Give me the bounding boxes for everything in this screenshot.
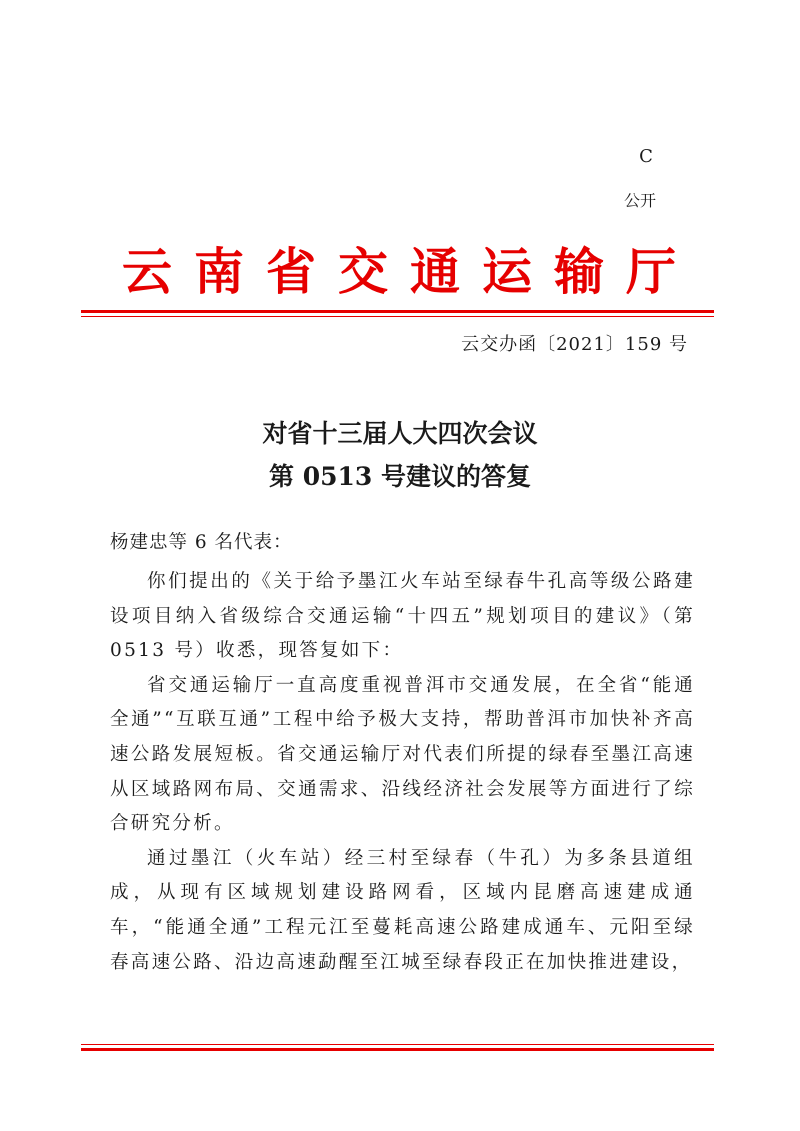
header-rule-thick (81, 310, 714, 313)
disclosure-label: 公开 (624, 191, 657, 210)
footer-rule-thick (81, 1048, 714, 1051)
header-rule-thin (81, 316, 714, 317)
paragraph-1: 你们提出的《关于给予墨江火车站至绿春牛孔高等级公路建设项目纳入省级综合交通运输“十四五”规划项目的建议》（第 0513 号）收悉，现答复如下： (110, 571, 695, 662)
salutation: 杨建忠等 6 名代表： (110, 532, 293, 553)
classification-mark: C (639, 146, 653, 167)
agency-title: 云南省交通运输厅 (122, 242, 698, 301)
footer-rule-thin (81, 1044, 714, 1045)
document-number: 云交办函〔2021〕159 号 (461, 334, 688, 355)
body-text (110, 565, 695, 980)
document-heading (80, 412, 720, 498)
heading-line-1: 对省十三届人大四次会议 (262, 419, 538, 448)
paragraph-2: 省交通运输厅一直高度重视普洱市交通发展，在全省“能通全通”“互联互通”工程中给予极大支持，帮助普洱市加快补齐高速公路发展短板。省交通运输厅对代表们所提的绿春至墨江高速从区域路网布局、交通需求、沿线经济社会发展等方面进行了综合研究分析。 (110, 674, 695, 835)
heading-line-2: 第 0513 号建议的答复 (269, 462, 531, 491)
paragraph-3: 通过墨江（火车站）经三村至绿春（牛孔）为多条县道组成，从现有区域规划建设路网看，区域内昆磨高速建成通车，“能通全通”工程元江至蔓耗高速公路建成通车、元阳至绿春高速公路、沿边高速勐醒至江城至绿春段正在加快推进建设， (110, 847, 695, 973)
